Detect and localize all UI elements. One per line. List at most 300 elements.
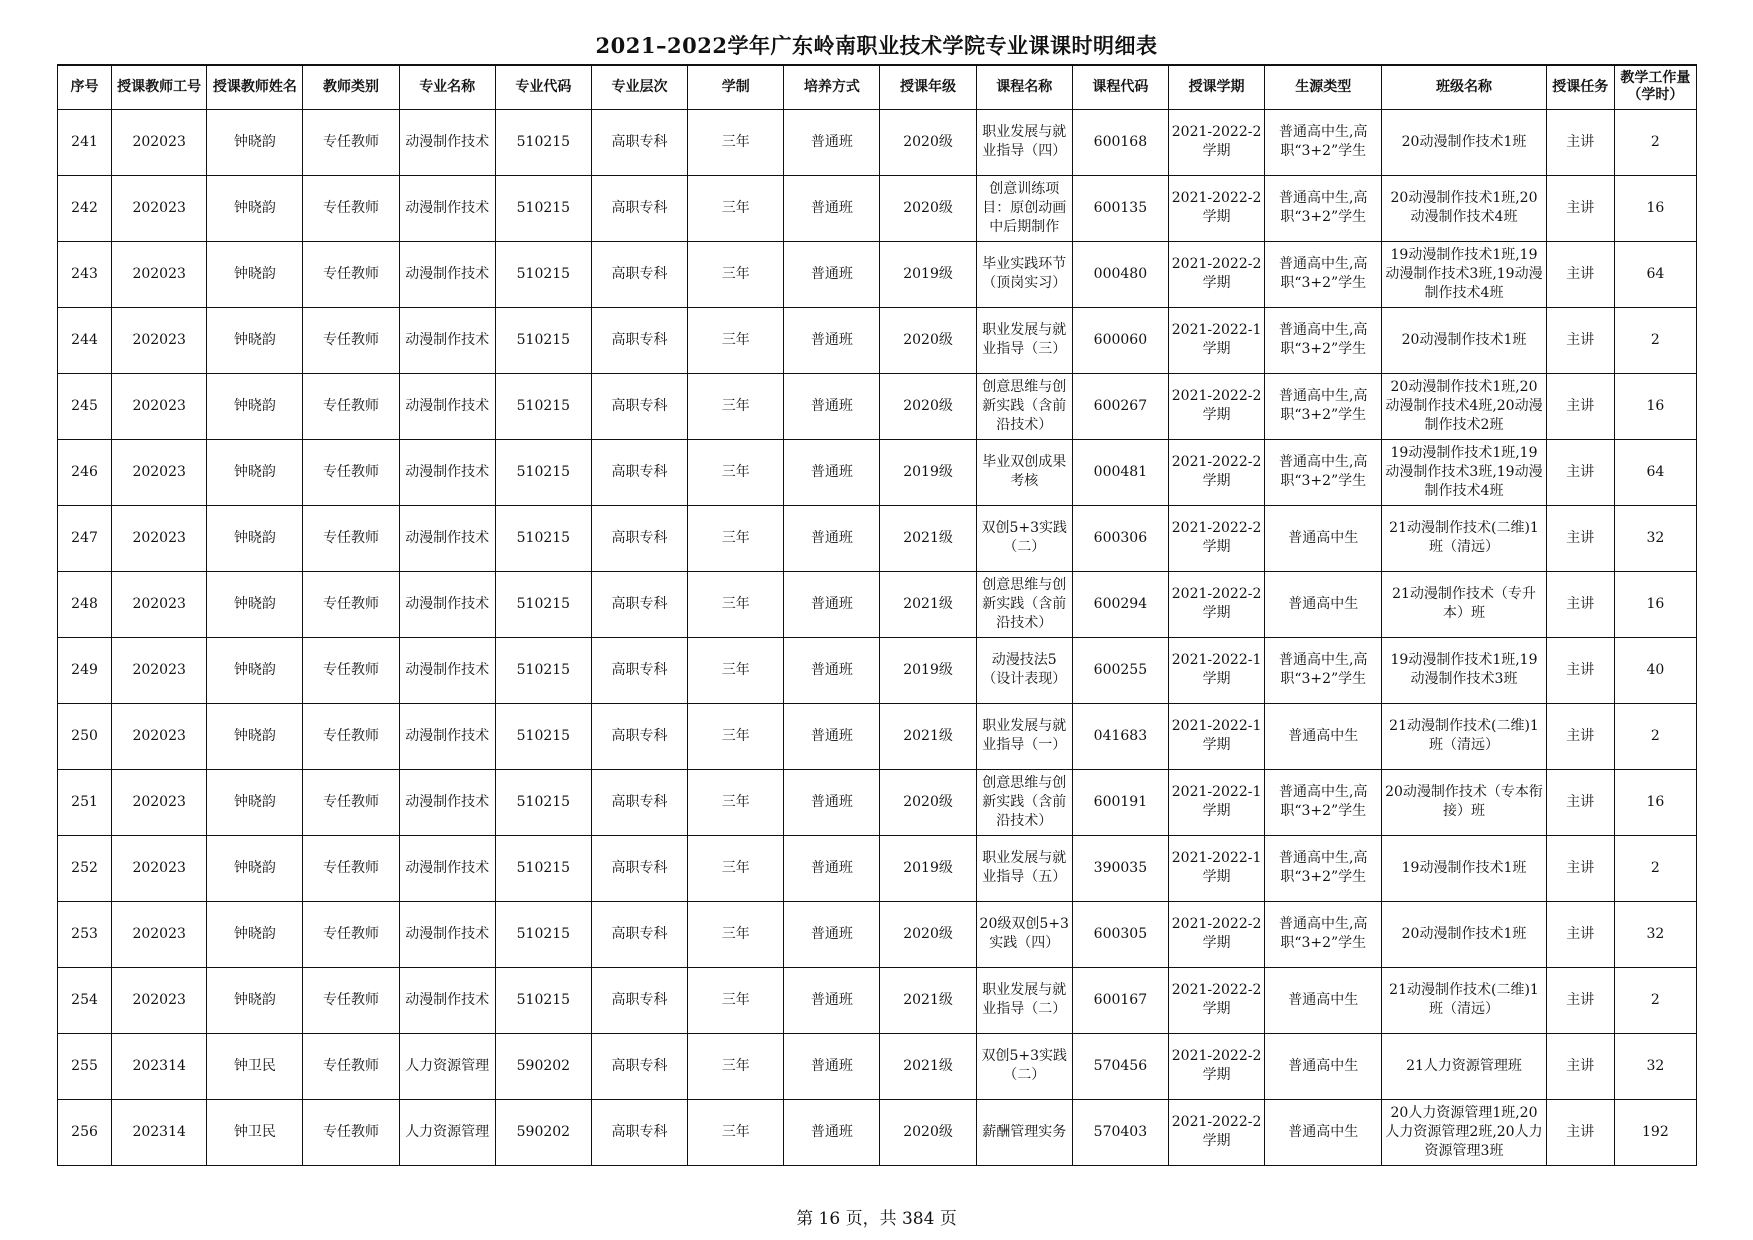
table-cell [112, 901, 207, 967]
table-cell [1382, 967, 1546, 1033]
table-cell [784, 703, 880, 769]
cell-text: 职业发展与就业指导（三） [982, 322, 1067, 357]
table-cell [1382, 505, 1546, 571]
cell-text: 高职专科 [611, 133, 668, 150]
cell-text: 202023 [132, 661, 186, 678]
table-cell [591, 241, 687, 307]
table-cell [591, 901, 687, 967]
table-cell [112, 505, 207, 571]
table-cell [303, 835, 399, 901]
table-cell [1382, 901, 1546, 967]
cell-text: 241 [71, 133, 98, 150]
table-cell [1614, 571, 1696, 637]
table-cell [688, 571, 784, 637]
cell-text: 590202 [516, 1057, 571, 1074]
cell-text: 创意思维与创新实践（含前沿技术） [982, 576, 1067, 631]
cell-text: 600060 [1093, 331, 1148, 348]
table-cell [1168, 967, 1264, 1033]
table-cell [591, 967, 687, 1033]
cell-text: 钟晓韵 [233, 727, 276, 744]
column-header: 专业层次 [591, 65, 687, 109]
cell-text: 动漫制作技术 [405, 727, 490, 744]
cell-text: 2020级 [903, 925, 953, 942]
cell-text: 专任教师 [323, 661, 380, 678]
table-cell [495, 175, 591, 241]
table-cell [784, 1099, 880, 1165]
cell-text: 三年 [721, 925, 750, 942]
cell-text: 高职专科 [611, 199, 668, 216]
table-cell [495, 505, 591, 571]
cell-text: 三年 [721, 199, 750, 216]
cell-text: 薪酬管理实务 [982, 1123, 1067, 1140]
table-cell [976, 703, 1072, 769]
table-cell [1614, 1099, 1696, 1165]
table-cell [58, 175, 112, 241]
table-cell [1546, 373, 1614, 439]
table-cell [1614, 967, 1696, 1033]
cell-text: 三年 [721, 463, 750, 480]
table-cell [303, 769, 399, 835]
cell-text: 三年 [721, 859, 750, 876]
cell-text: 510215 [516, 661, 571, 678]
cell-text: 普通高中生 [1288, 727, 1359, 744]
table-cell [1265, 637, 1382, 703]
table-cell [880, 901, 976, 967]
cell-text: 202023 [132, 529, 186, 546]
table-cell [1614, 439, 1696, 505]
column-header: 专业名称 [399, 65, 495, 109]
table-cell [207, 769, 303, 835]
table-cell [591, 1099, 687, 1165]
table-cell [1546, 1033, 1614, 1099]
cell-text: 普通班 [810, 595, 853, 612]
table-cell [784, 571, 880, 637]
cell-text: 2 [1650, 133, 1660, 150]
cell-text: 普通班 [810, 397, 853, 414]
cell-text: 2021-2022-2学期 [1171, 190, 1262, 225]
table-cell [591, 703, 687, 769]
table-cell [303, 373, 399, 439]
table-cell [784, 109, 880, 175]
table-cell [784, 373, 880, 439]
table-cell [1382, 373, 1546, 439]
cell-text: 普通班 [810, 661, 853, 678]
cell-text: 专任教师 [323, 1057, 380, 1074]
column-header: 授课学期 [1168, 65, 1264, 109]
column-header: 授课任务 [1546, 65, 1614, 109]
cell-text: 双创5+3实践（二） [981, 1048, 1067, 1083]
cell-text: 毕业实践环节（顶岗实习） [982, 256, 1067, 291]
table-cell [58, 241, 112, 307]
cell-text: 动漫制作技术 [405, 133, 490, 150]
cell-text: 20动漫制作技术1班,20动漫制作技术4班 [1390, 190, 1538, 225]
table-cell [207, 241, 303, 307]
table-cell [880, 769, 976, 835]
cell-text: 2021级 [903, 727, 953, 744]
table-row [58, 571, 1697, 637]
table-row [58, 703, 1697, 769]
cell-text: 主讲 [1566, 1057, 1595, 1074]
table-cell [112, 769, 207, 835]
cell-text: 16 [1646, 199, 1665, 216]
cell-text: 普通班 [810, 1057, 853, 1074]
table-cell [1168, 769, 1264, 835]
cell-text: 510215 [516, 133, 571, 150]
cell-text: 高职专科 [611, 397, 668, 414]
cell-text: 三年 [721, 331, 750, 348]
cell-text: 三年 [721, 727, 750, 744]
table-cell [784, 637, 880, 703]
cell-text: 创意训练项目：原创动画中后期制作 [982, 180, 1067, 235]
cell-text: 000481 [1093, 463, 1148, 480]
table-cell [495, 307, 591, 373]
cell-text: 600191 [1093, 793, 1148, 810]
table-cell [1546, 703, 1614, 769]
cell-text: 2021-2022-2学期 [1171, 916, 1262, 951]
cell-text: 高职专科 [611, 661, 668, 678]
cell-text: 钟卫民 [233, 1123, 276, 1140]
cell-text: 202023 [132, 331, 186, 348]
cell-text: 202314 [132, 1123, 186, 1140]
cell-text: 主讲 [1566, 331, 1595, 348]
table-cell [1382, 571, 1546, 637]
table-cell [976, 109, 1072, 175]
table-cell [1072, 769, 1168, 835]
cell-text: 2021-2022-1学期 [1171, 718, 1262, 753]
cell-text: 202023 [132, 199, 186, 216]
cell-text: 动漫制作技术 [405, 463, 490, 480]
column-header: 授课年级 [880, 65, 976, 109]
table-cell [303, 901, 399, 967]
table-cell [303, 1099, 399, 1165]
cell-text: 2019级 [903, 265, 953, 282]
table-cell [1546, 1099, 1614, 1165]
cell-text: 三年 [721, 1057, 750, 1074]
table-cell [399, 835, 495, 901]
table-row [58, 769, 1697, 835]
cell-text: 普通高中生,高职“3+2”学生 [1279, 652, 1368, 687]
cell-text: 专任教师 [323, 331, 380, 348]
cell-text: 专任教师 [323, 925, 380, 942]
cell-text: 高职专科 [611, 331, 668, 348]
table-cell [1382, 175, 1546, 241]
cell-text: 600267 [1093, 397, 1148, 414]
table-cell [1546, 307, 1614, 373]
table-cell [112, 175, 207, 241]
table-cell [784, 967, 880, 1033]
cell-text: 创意思维与创新实践（含前沿技术） [982, 774, 1067, 829]
table-cell [591, 571, 687, 637]
cell-text: 主讲 [1566, 925, 1595, 942]
table-cell [1072, 307, 1168, 373]
cell-text: 三年 [721, 397, 750, 414]
cell-text: 钟晓韵 [233, 397, 276, 414]
table-cell [495, 109, 591, 175]
cell-text: 钟晓韵 [233, 133, 276, 150]
table-row [58, 307, 1697, 373]
cell-text: 16 [1646, 397, 1665, 414]
cell-text: 普通高中生,高职“3+2”学生 [1279, 784, 1368, 819]
cell-text: 600255 [1093, 661, 1148, 678]
table-cell [1265, 703, 1382, 769]
cell-text: 主讲 [1566, 595, 1595, 612]
cell-text: 普通班 [810, 925, 853, 942]
cell-text: 510215 [516, 199, 571, 216]
column-header: 课程名称 [976, 65, 1072, 109]
table-cell [58, 901, 112, 967]
table-cell [688, 901, 784, 967]
table-cell [112, 307, 207, 373]
cell-text: 64 [1646, 265, 1665, 282]
table-cell [591, 373, 687, 439]
table-cell [1072, 1099, 1168, 1165]
page-footer: 第 16 页，共 384 页 [796, 1209, 957, 1229]
column-header: 专业代码 [495, 65, 591, 109]
table-cell [58, 373, 112, 439]
cell-text: 高职专科 [611, 463, 668, 480]
table-cell [1382, 307, 1546, 373]
table-cell [1546, 505, 1614, 571]
table-cell [207, 109, 303, 175]
table-cell [688, 505, 784, 571]
cell-text: 钟晓韵 [233, 991, 276, 1008]
cell-text: 242 [71, 199, 98, 216]
table-cell [1072, 439, 1168, 505]
cell-text: 2021-2022-2学期 [1171, 124, 1262, 159]
table-cell [1168, 1099, 1264, 1165]
cell-text: 510215 [516, 991, 571, 1008]
table-cell [1546, 901, 1614, 967]
cell-text: 专任教师 [323, 727, 380, 744]
cell-text: 创意思维与创新实践（含前沿技术） [982, 378, 1067, 433]
cell-text: 244 [71, 331, 98, 348]
column-header: 授课教师工号 [112, 65, 207, 109]
cell-text: 动漫制作技术 [405, 529, 490, 546]
cell-text: 普通高中生,高职“3+2”学生 [1279, 322, 1368, 357]
cell-text: 2019级 [903, 463, 953, 480]
cell-text: 普通班 [810, 133, 853, 150]
cell-text: 600305 [1093, 925, 1148, 942]
table-cell [688, 967, 784, 1033]
table-cell [1072, 505, 1168, 571]
cell-text: 254 [71, 991, 98, 1008]
cell-text: 专任教师 [323, 133, 380, 150]
table-cell [880, 571, 976, 637]
table-cell [112, 571, 207, 637]
cell-text: 普通高中生 [1288, 1123, 1359, 1140]
cell-text: 250 [71, 727, 98, 744]
table-cell [399, 175, 495, 241]
table-cell [399, 439, 495, 505]
table-cell [688, 307, 784, 373]
table-cell [1546, 769, 1614, 835]
cell-text: 主讲 [1566, 199, 1595, 216]
cell-text: 2 [1650, 991, 1660, 1008]
table-cell [303, 175, 399, 241]
table-row [58, 241, 1697, 307]
table-cell [1382, 835, 1546, 901]
table-cell [1072, 175, 1168, 241]
cell-text: 20人力资源管理1班,20人力资源管理2班,20人力资源管理3班 [1385, 1104, 1543, 1159]
cell-text: 19动漫制作技术1班,19动漫制作技术3班 [1390, 652, 1538, 687]
table-cell [591, 637, 687, 703]
cell-text: 专任教师 [323, 1123, 380, 1140]
table-cell [58, 1099, 112, 1165]
table-cell [495, 637, 591, 703]
cell-text: 21动漫制作技术（专升本）班 [1392, 586, 1536, 621]
table-cell [688, 373, 784, 439]
cell-text: 2 [1650, 331, 1660, 348]
cell-text: 251 [71, 793, 98, 810]
cell-text: 普通高中生,高职“3+2”学生 [1279, 916, 1368, 951]
cell-text: 21动漫制作技术(二维)1班（清远） [1389, 718, 1539, 753]
table-row [58, 1099, 1697, 1165]
table-cell [688, 1033, 784, 1099]
table-cell [58, 967, 112, 1033]
table-row [58, 967, 1697, 1033]
cell-text: 专任教师 [323, 265, 380, 282]
cell-text: 专任教师 [323, 199, 380, 216]
table-cell [303, 967, 399, 1033]
table-cell [1265, 967, 1382, 1033]
table-cell [880, 835, 976, 901]
table-row [58, 175, 1697, 241]
cell-text: 19动漫制作技术1班,19动漫制作技术3班,19动漫制作技术4班 [1385, 444, 1543, 499]
table-cell [880, 439, 976, 505]
cell-text: 510215 [516, 331, 571, 348]
table-cell [1265, 1099, 1382, 1165]
cell-text: 职业发展与就业指导（四） [982, 124, 1067, 159]
table-cell [1168, 1033, 1264, 1099]
cell-text: 2 [1650, 859, 1660, 876]
table-cell [207, 1033, 303, 1099]
column-header: 培养方式 [784, 65, 880, 109]
table-cell [976, 439, 1072, 505]
table-cell [880, 373, 976, 439]
table-cell [591, 439, 687, 505]
cell-text: 600294 [1093, 595, 1148, 612]
cell-text: 主讲 [1566, 529, 1595, 546]
table-cell [112, 373, 207, 439]
table-cell [495, 1099, 591, 1165]
cell-text: 主讲 [1566, 991, 1595, 1008]
table-cell [1546, 439, 1614, 505]
table-cell [1168, 703, 1264, 769]
cell-text: 20动漫制作技术1班,20动漫制作技术4班,20动漫制作技术2班 [1385, 378, 1543, 433]
cell-text: 570456 [1093, 1057, 1148, 1074]
table-cell [112, 1099, 207, 1165]
table-cell [784, 769, 880, 835]
cell-text: 2020级 [903, 199, 953, 216]
cell-text: 三年 [721, 661, 750, 678]
cell-text: 主讲 [1566, 859, 1595, 876]
cell-text: 510215 [516, 925, 571, 942]
table-cell [688, 1099, 784, 1165]
cell-text: 21动漫制作技术(二维)1班（清远） [1389, 982, 1539, 1017]
table-cell [207, 703, 303, 769]
table-cell [784, 175, 880, 241]
cell-text: 202023 [132, 397, 186, 414]
table-cell [784, 439, 880, 505]
cell-text: 600168 [1093, 133, 1148, 150]
cell-text: 钟晓韵 [233, 859, 276, 876]
cell-text: 动漫制作技术 [405, 595, 490, 612]
cell-text: 510215 [516, 859, 571, 876]
cell-text: 高职专科 [611, 595, 668, 612]
table-cell [880, 241, 976, 307]
cell-text: 2021-2022-1学期 [1171, 850, 1262, 885]
cell-text: 041683 [1093, 727, 1148, 744]
cell-text: 20动漫制作技术（专本衔接）班 [1385, 784, 1543, 819]
cell-text: 普通高中生,高职“3+2”学生 [1279, 190, 1368, 225]
cell-text: 510215 [516, 793, 571, 810]
table-cell [976, 373, 1072, 439]
cell-text: 64 [1646, 463, 1665, 480]
cell-text: 普通高中生,高职“3+2”学生 [1279, 850, 1368, 885]
cell-text: 2 [1650, 727, 1660, 744]
table-cell [1168, 571, 1264, 637]
cell-text: 人力资源管理 [405, 1123, 490, 1140]
table-cell [591, 505, 687, 571]
cell-text: 2021-2022-2学期 [1171, 982, 1262, 1017]
cell-text: 20动漫制作技术1班 [1401, 331, 1527, 348]
table-cell [1546, 175, 1614, 241]
table-row [58, 505, 1697, 571]
cell-text: 主讲 [1566, 793, 1595, 810]
cell-text: 20动漫制作技术1班 [1401, 925, 1527, 942]
table-cell [1265, 901, 1382, 967]
table-cell [1546, 835, 1614, 901]
cell-text: 职业发展与就业指导（五） [982, 850, 1067, 885]
cell-text: 普通班 [810, 991, 853, 1008]
table-cell [58, 505, 112, 571]
cell-text: 双创5+3实践（二） [981, 520, 1067, 555]
table-cell [1614, 835, 1696, 901]
table-cell [1382, 1099, 1546, 1165]
table-cell [495, 703, 591, 769]
cell-text: 动漫制作技术 [405, 397, 490, 414]
cell-text: 32 [1646, 1057, 1665, 1074]
table-cell [1265, 175, 1382, 241]
table-cell [303, 505, 399, 571]
table-cell [1072, 571, 1168, 637]
table-cell [1614, 769, 1696, 835]
cell-text: 202023 [132, 463, 186, 480]
cell-text: 普通高中生 [1288, 991, 1359, 1008]
cell-text: 2021-2022-2学期 [1171, 388, 1262, 423]
cell-text: 19动漫制作技术1班,19动漫制作技术3班,19动漫制作技术4班 [1385, 246, 1543, 301]
cell-text: 普通班 [810, 331, 853, 348]
cell-text: 510215 [516, 595, 571, 612]
cell-text: 专任教师 [323, 991, 380, 1008]
table-cell [495, 835, 591, 901]
table-cell [688, 769, 784, 835]
table-cell [1072, 901, 1168, 967]
cell-text: 19动漫制作技术1班 [1401, 859, 1527, 876]
table-cell [1546, 637, 1614, 703]
table-cell [1546, 571, 1614, 637]
table-cell [1265, 769, 1382, 835]
table-cell [1168, 637, 1264, 703]
table-cell [976, 505, 1072, 571]
table-cell [1265, 1033, 1382, 1099]
table-cell [1614, 241, 1696, 307]
cell-text: 590202 [516, 1123, 571, 1140]
table-cell [688, 109, 784, 175]
table-cell [1265, 307, 1382, 373]
table-cell [591, 835, 687, 901]
cell-text: 高职专科 [611, 1057, 668, 1074]
